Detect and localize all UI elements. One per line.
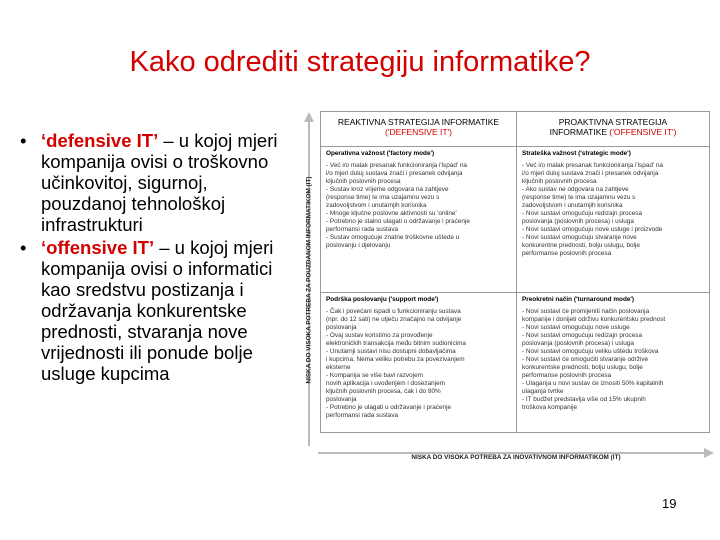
cell-line: ključnih poslovnih procesa, čak i do 80% bbox=[326, 388, 441, 395]
cell-lines bbox=[522, 162, 704, 258]
cell-lines bbox=[522, 308, 704, 412]
cell-line: - Novi sustavi omogućuju redizajn procesa bbox=[522, 210, 643, 217]
cell-line: (response time) te ima uzajamnu vezu s bbox=[326, 194, 440, 201]
cell-line: - Mnoge ključne poslovne aktivnosti su 'online' bbox=[326, 210, 457, 217]
cell-line: zadovoljstvom i unutarnjih korisnika bbox=[326, 202, 427, 209]
cell-lines bbox=[326, 162, 511, 250]
cell-line: performanse poslovnih procesa bbox=[522, 372, 612, 379]
bullet-keyword: ‘offensive IT’ bbox=[41, 237, 155, 258]
cell-line: poslovanja (poslovnih procesa) i usluga bbox=[522, 340, 634, 347]
cell-support-mode bbox=[321, 292, 517, 432]
cell-line: - Sustav kroz vrijeme odgovara na zahtjeve bbox=[326, 186, 449, 193]
cell-line: i/o mjeri duluj sustava znači i presanek odvijanja bbox=[522, 170, 659, 177]
cell-line: - Potrebno je stalno ulagati u održavanje i praćenje bbox=[326, 218, 470, 225]
bullet-text: – u kojoj mjeri kompanija ovisi o informatici kao sredstvu postizanja i održavanja konkurentske prednosti, stvaranja nove vrijednosti ili ponude bolje usluge kupcima bbox=[41, 237, 274, 384]
cell-line: - Novi sustavi će omogućiti stvaranje održive bbox=[522, 356, 649, 363]
cell-line: - Kompanija se više bavi razvojem bbox=[326, 372, 423, 379]
cell-line: novih aplikacija i uvođenjem i dosezanjem bbox=[326, 380, 446, 387]
bullet-keyword: ‘defensive IT’ bbox=[41, 130, 159, 151]
cell-line: ključnih poslovnih procesa bbox=[326, 178, 401, 185]
cell-line: - Unutarnji sustavi nisu dostupni dobavljačima bbox=[326, 348, 456, 355]
column-subtitle: ('OFFENSIVE IT') bbox=[609, 127, 677, 137]
cell-line: - Novi sustavi omogućuju nove usluge bbox=[522, 324, 630, 331]
cell-line: - Potrebno je ulagati u održavanje i praćenje bbox=[326, 404, 452, 411]
cell-line: - Novi sustavi omogućuju redizajn procesa bbox=[522, 332, 643, 339]
cell-line: - Već i/o malak presanak funkcioniranja i'lspad' na bbox=[522, 162, 663, 169]
bullet-marker: • bbox=[20, 130, 27, 151]
page-number: 19 bbox=[662, 496, 677, 511]
cell-line: konkurentne prednosti, bolju uslugu, bolje bbox=[522, 242, 640, 249]
cell-line: - Ako sustav ne odgovara na zahtjeve bbox=[522, 186, 629, 193]
column-title: REAKTIVNA STRATEGIJA INFORMATIKE bbox=[337, 117, 500, 127]
cell-title: Operativna važnost ('factory mode') bbox=[326, 150, 435, 157]
x-axis-label: NISKA DO VISOKA POTREBA ZA INOVATIVNOM INFORMATIKOM (IT) bbox=[411, 454, 621, 461]
column-header-reactive bbox=[321, 112, 517, 146]
cell-line: performansi rada sustava bbox=[326, 226, 399, 233]
cell-line: poslovanja (poslovnih procesa) i usluga bbox=[522, 218, 634, 225]
cell-line: - Novi sustavi omogućuju veliku uštedu troškova bbox=[522, 348, 659, 355]
cell-line: poslovanja bbox=[326, 396, 357, 403]
cell-strategic-mode bbox=[517, 146, 709, 292]
cell-line: konkurentske prednosti, bolju uslugu, bolje bbox=[522, 364, 643, 371]
bullet-list bbox=[18, 130, 298, 386]
cell-line: - Novi sustavi će promijeniti način poslovanja bbox=[522, 308, 650, 315]
column-subtitle: ('DEFENSIVE IT') bbox=[385, 127, 452, 137]
cell-line: (response time) te ima uzajamnu vezu s bbox=[522, 194, 636, 201]
cell-turnaround-mode bbox=[517, 292, 709, 432]
cell-line: eksterne bbox=[326, 364, 351, 371]
cell-line: - Ulaganja u novi sustav će iznositi 50% kapitalnih bbox=[522, 380, 664, 387]
cell-line: - Novi sustavi omogućuju nove usluge i proizvode bbox=[522, 226, 663, 233]
column-title: PROAKTIVNA STRATEGIJA bbox=[558, 117, 668, 127]
column-title-line2: INFORMATIKE ('OFFENSIVE IT') bbox=[549, 127, 677, 137]
cell-line: - Već i/o malak presanak funkcioniranja i'lspad' na bbox=[326, 162, 467, 169]
column-header-proactive bbox=[517, 112, 709, 146]
cell-line: elektroničkih transakcija među bitnim sudionicima bbox=[326, 340, 466, 347]
cell-line: - Novi sustavi omogućuju stvaranje nove bbox=[522, 234, 637, 241]
cell-title: Preokretni način ('turnaround mode') bbox=[522, 296, 635, 303]
cell-line: - Čak i povećani ispadi u funkcioniranju sustava bbox=[326, 308, 461, 315]
cell-line: kompanije i donijeti održivu konkurentsku prednost bbox=[522, 316, 666, 323]
cell-lines bbox=[326, 308, 511, 420]
cell-title: Podrška poslovanju ('support mode') bbox=[326, 296, 439, 303]
cell-line: performansi rada sustava bbox=[326, 412, 399, 419]
cell-line: (npr. do 12 sati) ne utječu značajno na odvijanje bbox=[326, 316, 462, 323]
bullet-marker: • bbox=[20, 237, 27, 258]
cell-line: performanse poslovnih procesa bbox=[522, 250, 612, 257]
cell-title: Strateška važnost ('strategic mode') bbox=[522, 150, 631, 157]
bullet-text: – u kojoj mjeri kompanija ovisi o troškovno učinkovitoj, sigurnoj, pouzdanoj tehnološkoj infrastrukturi bbox=[41, 130, 278, 235]
cell-line: - IT budžet predstavlja više od 15% ukupnih bbox=[522, 396, 646, 403]
cell-line: ulaganja tvrtke bbox=[522, 388, 564, 395]
cell-factory-mode bbox=[321, 146, 517, 292]
cell-line: i kupcima. Nema veliku potrebu za povezivanjem bbox=[326, 356, 465, 363]
y-axis-label: NISKA DO VISOKA POTREBA ZA POUZDANOM INFORMATIKOM (IT) bbox=[305, 176, 313, 384]
slide-title: Kako odrediti strategiju informatike? bbox=[129, 46, 591, 78]
bullet-offensive-it bbox=[18, 237, 298, 384]
cell-line: - Ovaj sustav koristimo za provođenje bbox=[326, 332, 433, 339]
bullet-defensive-it bbox=[18, 130, 298, 235]
strategy-matrix bbox=[320, 111, 710, 433]
cell-line: poslovanja bbox=[326, 324, 357, 331]
cell-line: i/o mjeri duluj sustava znači i presanek odvijanja bbox=[326, 170, 463, 177]
cell-line: ključnih poslovnih procesa bbox=[522, 178, 597, 185]
cell-line: troškova kompanije bbox=[522, 404, 578, 411]
cell-line: poslovanju i djelovanju bbox=[326, 242, 391, 249]
cell-line: zadovoljstvom i unutarnjih korisnika bbox=[522, 202, 623, 209]
cell-line: - Sustav omogućuje znatne troškovne uštede u bbox=[326, 234, 460, 241]
